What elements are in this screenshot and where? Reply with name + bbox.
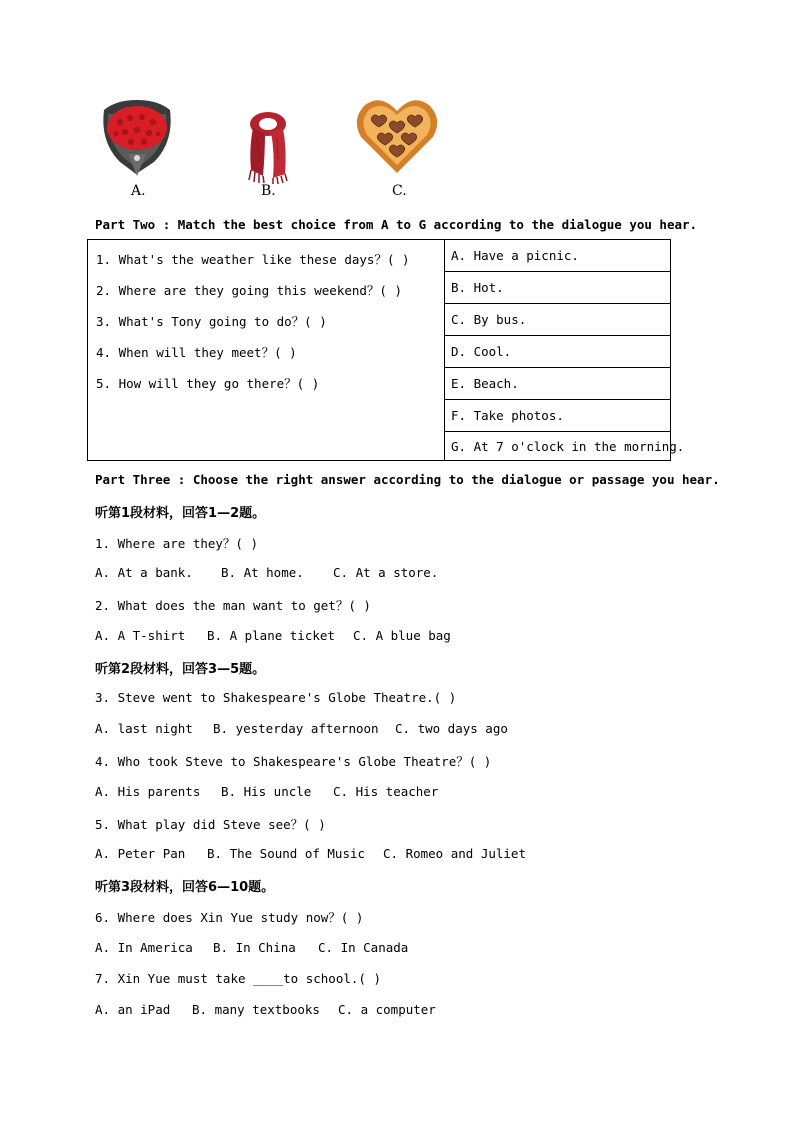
question-1: 1. Where are they？( ) — [95, 536, 259, 551]
match-question-2: 2. Where are they going this weekend？( ) — [96, 283, 402, 298]
match-question-3: 3. What's Tony going to do？( ) — [96, 314, 327, 329]
q3-option-c: C. two days ago — [395, 721, 508, 736]
question-3-options — [95, 721, 508, 736]
q1-option-c: C. At a store. — [333, 565, 439, 580]
matching-table — [87, 239, 685, 461]
heart-chocolate-box-icon — [355, 95, 439, 175]
question-column — [88, 240, 445, 460]
question-4-options — [95, 784, 438, 799]
q4-option-b: B. His uncle — [221, 784, 312, 799]
match-option-f: F. Take photos. — [445, 400, 671, 432]
q5-option-b: B. The Sound of Music — [207, 846, 366, 861]
match-question-5: 5. How will they go there？( ) — [96, 376, 320, 391]
match-option-e: E. Beach. — [445, 368, 671, 400]
question-7-options — [95, 1002, 436, 1017]
section-1-title: 听第1段材料，回答1—2题。 — [95, 506, 266, 521]
q3-option-a: A. last night — [95, 721, 193, 736]
rose-bouquet-icon — [98, 92, 176, 176]
section-3-title: 听第3段材料，回答6—10题。 — [95, 880, 275, 895]
question-5-options — [95, 846, 526, 861]
section-2-title: 听第2段材料，回答3—5题。 — [95, 662, 266, 677]
q4-option-c: C. His teacher — [333, 784, 439, 799]
match-question-4: 4. When will they meet？( ) — [96, 345, 297, 360]
question-6-options — [95, 940, 408, 955]
match-question-1: 1. What's the weather like these days？( ) — [96, 252, 410, 267]
picture-label-c: C. — [392, 183, 407, 199]
q2-option-a: A. A T-shirt — [95, 628, 186, 643]
part-two-heading: Part Two : Match the best choice from A to G according to the dialogue you hear. — [95, 217, 698, 232]
question-1-options — [95, 565, 438, 580]
q7-option-b: B. many textbooks — [192, 1002, 320, 1017]
question-4: 4. Who took Steve to Shakespeare's Globe Theatre？( ) — [95, 754, 492, 769]
q5-option-a: A. Peter Pan — [95, 846, 186, 861]
q1-option-a: A. At a bank. — [95, 565, 193, 580]
q1-option-b: B. At home. — [221, 565, 304, 580]
question-5: 5. What play did Steve see？( ) — [95, 817, 326, 832]
q3-option-b: B. yesterday afternoon — [213, 721, 379, 736]
match-option-g: G. At 7 o'clock in the morning. — [451, 439, 685, 454]
q4-option-a: A. His parents — [95, 784, 201, 799]
match-option-a: A. Have a picnic. — [445, 240, 671, 272]
q7-option-a: A. an iPad — [95, 1002, 171, 1017]
match-option-b: B. Hot. — [445, 272, 671, 304]
question-6: 6. Where does Xin Yue study now？( ) — [95, 910, 364, 925]
q2-option-b: B. A plane ticket — [207, 628, 335, 643]
question-3: 3. Steve went to Shakespeare's Globe Theatre.( ) — [95, 690, 457, 705]
q7-option-c: C. a computer — [338, 1002, 436, 1017]
question-2-options — [95, 628, 451, 643]
q6-option-c: C. In Canada — [318, 940, 409, 955]
picture-label-a: A. — [131, 183, 146, 199]
picture-label-b: B. — [261, 183, 276, 199]
part-three-heading: Part Three : Choose the right answer according to the dialogue or passage you hear. — [95, 472, 720, 487]
question-7: 7. Xin Yue must take ____to school.( ) — [95, 971, 381, 986]
match-option-d: D. Cool. — [445, 336, 671, 368]
q5-option-c: C. Romeo and Juliet — [383, 846, 526, 861]
match-option-c: C. By bus. — [445, 304, 671, 336]
q2-option-c: C. A blue bag — [353, 628, 451, 643]
question-2: 2. What does the man want to get？( ) — [95, 598, 371, 613]
q6-option-b: B. In China — [213, 940, 296, 955]
red-scarf-icon — [243, 108, 293, 184]
q6-option-a: A. In America — [95, 940, 193, 955]
